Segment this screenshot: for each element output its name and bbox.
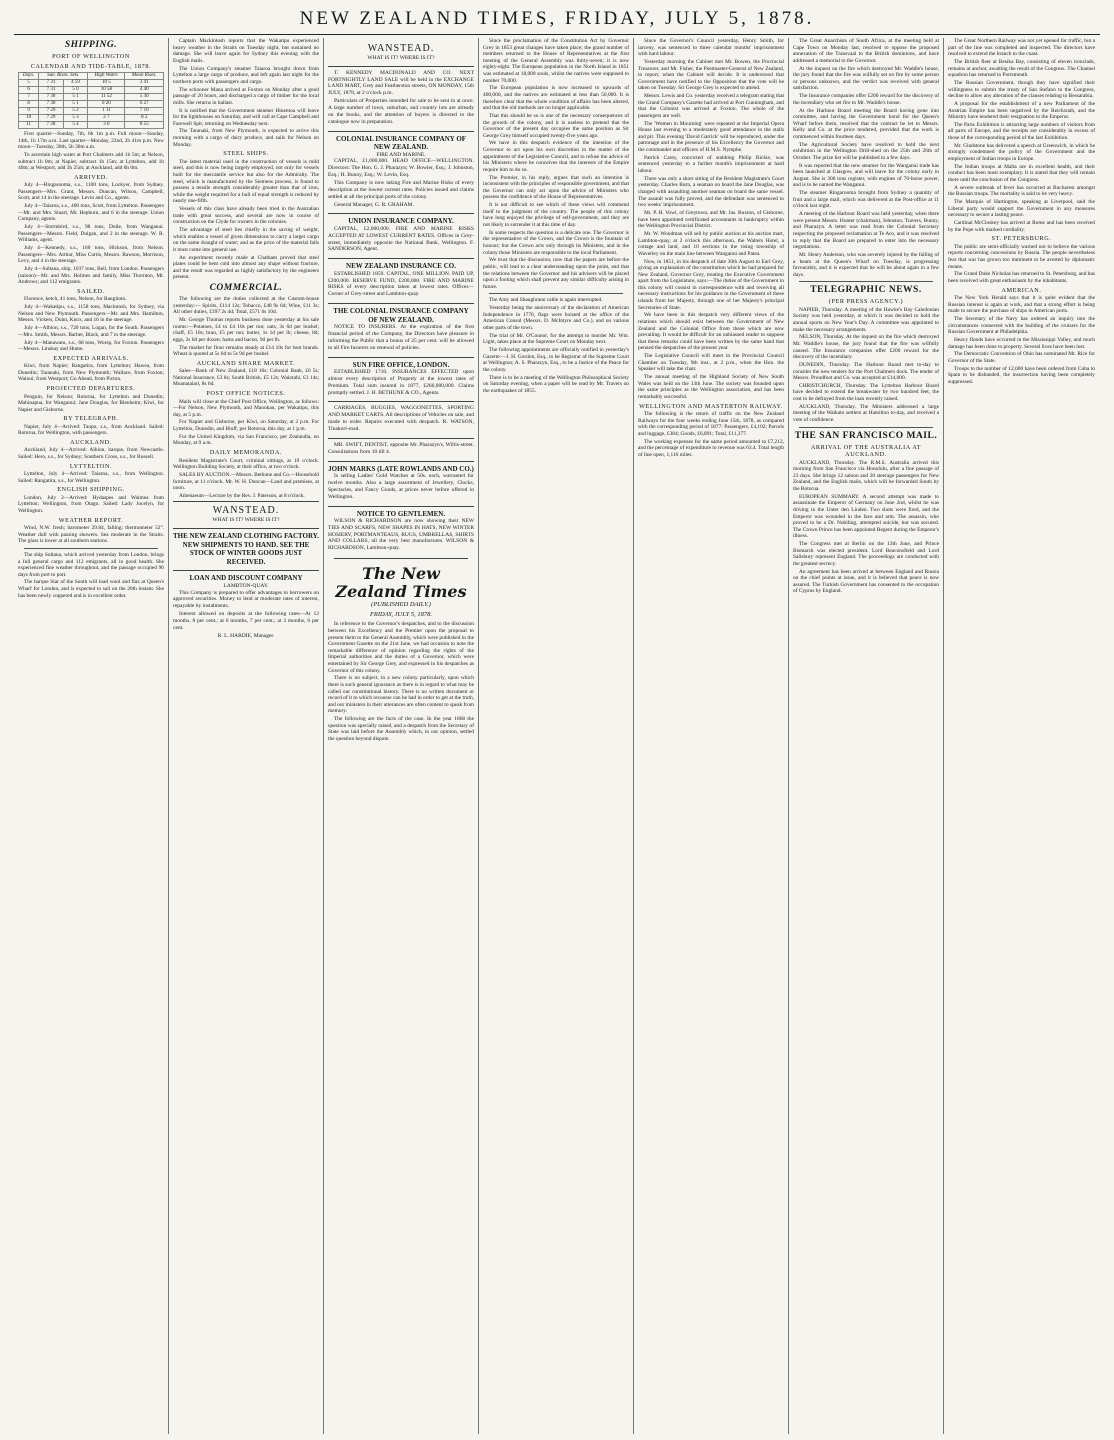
article-paragraph: It is not difficult to see which of these views will commend itself to the judgment of the country. The people of this colony have long enjoyed the privilege of self-government, and they are not likely to surrender it at this time of day. <box>483 202 629 228</box>
tide-row: 8 7 30 5 1 0 20 6 27 <box>19 101 164 108</box>
tide-row: 9 7 29 5 2 1 11 7 10 <box>19 108 164 115</box>
clothing-factory-text: THE NEW ZEALAND CLOTHING FACTORY. NEW SHIPMENTS TO HAND. SEE THE STOCK OF WINTER GOODS JUST RECEIVED. <box>173 532 319 566</box>
steel-ships-heading: STEEL SHIPS. <box>223 150 269 158</box>
article-paragraph: CAPITAL, £1,000,000. HEAD OFFICE—WELLINGTON. Directors: The Hon. G. J. Pharazyn; W. Bowler, Esq.; J. Johnston, Esq.; H. Bunny, Esq.; W. Levin, Esq. <box>328 158 474 178</box>
article-paragraph: The Taranaki, from New Plymouth, is expected to arrive this morning with a cargo of dairy produce, and sails for Nelson on Monday. <box>173 128 319 148</box>
divider <box>799 427 933 428</box>
colonial-fire-title: THE COLONIAL INSURANCE COMPANY OF NEW ZEALAND. <box>333 307 469 324</box>
nz-insurance-ad <box>328 258 474 301</box>
article-paragraph: In some respects the question is a delicate one. The Governor is the representative of the Crown, and the Crown is the fountain of honour; but the Crown acts only through its Ministers, and in the colony those Ministers are responsible to the local Parliament. <box>483 229 629 256</box>
sun-fire-ad <box>328 357 474 400</box>
article-paragraph: There is no subject, in a new colony particularly, upon which there is such general ignorance as there is in regard to what may be called our constitutional history. There is no written document or record of it to which recourse can be had in order to get at the truth, and our ministers in their utterances are often content to speak from memory. <box>328 675 474 715</box>
article-paragraph: General Manager, G. R. GRAHAM. <box>334 201 414 208</box>
article-paragraph: Since the Governor's Council yesterday, Henry Smith, for larceny, was sentenced to three calendar months' imprisonment with hard labour. <box>638 38 784 58</box>
arrived-heading: ARRIVED. <box>74 173 108 181</box>
article-paragraph: Wind, N.W. fresh; barometer 29.84, falling; thermometer 52°. Weather dull with passing showers. Sea moderate in the Straits. The glass is lower at all southern stations. <box>18 525 164 545</box>
article-paragraph: A proposal for the establishment of a new Parliament of the Austrian Empire has been negatived by the Reichsrath, and the Ministry have tendered their resignation to the Emperor. <box>948 100 1095 121</box>
san-francisco-mail-subheading: ARRIVAL OF THE AUSTRALIA AT AUCKLAND. <box>810 443 922 459</box>
article-paragraph: ESTABLISHED 1859. CAPITAL, ONE MILLION. PAID UP, £200,000. RESERVE FUND, £200,000. FIRE AND MARINE RISKS of every description taken at lowest rates. Offices—Corner of Grey-street and Lambton-quay. <box>328 270 474 298</box>
column-1 <box>14 38 169 1434</box>
article-paragraph: The Agricultural Society have resolved to hold the next exhibition in the Wellington Drill-shed on the 25th and 26th of October. The prize list will be published in a few days. <box>793 141 939 161</box>
telegraphic-news-heading: TELEGRAPHIC NEWS. <box>810 285 922 296</box>
sun-fire-title: SUN FIRE OFFICE, LONDON. <box>352 360 450 369</box>
article-paragraph: The Great Anarchists of South Africa, at the meeting held at Cape Town on Monday last, resolved to oppose the proposed annexation of the Transvaal to the British dominions, and have addressed a memorial to the Governor. <box>793 38 939 64</box>
john-marks-title: JOHN MARKS (LATE ROWLANDS AND CO.) <box>328 464 474 473</box>
article-paragraph: Yesterday being the anniversary of the declaration of American Independence in 1776, flags were hoisted at the office of the American Consul (Messrs. D. McIntyre and Co.), and on various other parts of the town. <box>483 305 629 331</box>
article-paragraph: The Congress met at Berlin on the 13th June, and Prince Bismarck was elected president. Lord Beaconsfield and Lord Salisbury represent England. The proceedings are conducted with the greatest secrecy. <box>793 541 939 567</box>
article-paragraph: In reference to the Governor's despatches, and to the discussion between his Excellency and the Premier upon the proposal to present them to the General Assembly, which were published in the Government Gazette on the 21st June, we had occasion to note the remarkable difference of opinion regarding the rights of the Imperial authorities and the duties of a Governor, which were entertained by Sir George Grey, and expressed in his despatches as Governor of this colony. <box>328 621 474 674</box>
article-paragraph: We have been in this despatch very different views of the relations which should exist between the Government of New Zealand and the Colonial Office from those which are now prevailing. It would be difficult for an unbiassed reader to suppose that these remarks could have been written by the same hand that penned the despatches of the present year. <box>638 312 784 352</box>
article-paragraph: This Company is now taking Fire and Marine Risks of every description at the lowest current rates. Policies issued and claims settled at all the principal ports of the colony. <box>328 179 474 200</box>
land-sale-ad <box>328 66 474 129</box>
column-2 <box>169 38 324 1434</box>
john-marks-ad <box>328 461 474 504</box>
article-paragraph: The Great Northern Railway was not yet opened for traffic, but a part of the line was completed and inspected. The directors have resolved to extend the branch to the coast. <box>948 38 1095 58</box>
article-paragraph: Napier, July 4—Arrived: Taupo, s.s., from Auckland. Sailed: Rotorua, for Wellington, with passengers. <box>18 423 164 437</box>
article-paragraph: AUCKLAND, Thursday. The Ministers addressed a large meeting of the Waikato settlers at Hamilton to-day, and received a vote of confidence. <box>793 403 939 424</box>
article-paragraph: MR. SWIFT, DENTIST, opposite Mr. Pharazyn's, Willis-street. Consultations from 10 till 4. <box>328 441 474 455</box>
article-paragraph: We have in this despatch evidence of the intention of the Governor to act upon his own discretion in the matter of the appointment of the Legislative Council, and to refuse the advice of his Ministers where he conceives that the interests of the Empire require him to do so. <box>483 140 629 173</box>
article-paragraph: July 4—Kennedy, s.s., 160 tons, Hickson, from Nelson. Passengers—Mrs. Arthur, Miss Curtis, Messrs. Rawson, Morrison, Levy, and 4 in the steerage. <box>18 245 164 265</box>
article-paragraph: The market for flour remains steady at £14 10s for best brands. Wheat is quoted at 5s 6d to 5s 9d per bushel. <box>173 344 319 358</box>
dentist-ad <box>328 438 474 459</box>
article-paragraph: Heavy floods have occurred in the Mississippi Valley, and much damage has been done to property. Several lives have been lost. <box>948 337 1095 350</box>
article-paragraph: The trial of Mr. O'Connor, for the attempt to murder Mr. Wm. Light, takes place at the Supreme Court on Monday next. <box>483 332 629 346</box>
commercial-heading: COMMERCIAL. <box>209 283 283 293</box>
article-paragraph: The following appointments are officially notified in yesterday's Gazette:—J. H. Gordon, Esq., to be Registrar of the Supreme Court at Wellington; A. S. Pharazyn, Esq., to be a Justice of the Peace for the colony. <box>483 347 629 373</box>
article-paragraph: Interest allowed on deposits at the following rates—At 12 months, 8 per cent.; at 6 months, 7 per cent.; at 3 months, 6 per cent. <box>173 611 319 631</box>
article-paragraph: Now, in 1851, in his despatch of date 30th August to Earl Grey, giving an explanation of the constitution which he had prepared for New Zealand, Governor Grey, treating the Executive Government apart from the Legislature, says:—The duties of the Government in this colony will consist in correspondence with and receiving all necessary instructions for his guidance in the Government of these islands from her Majesty, through one of her Majesty's principal Secretaries of State. <box>638 258 784 311</box>
column-7 <box>944 38 1099 1434</box>
divider <box>334 558 468 561</box>
article-paragraph: AUCKLAND, Thursday. The R.M.S. Australia arrived this morning from San Francisco via Honolulu, after a fine passage of 23 days. She brings 12 saloon and 20 steerage passengers for New Zealand, and the English mails, which will be forwarded South by the Rotorua. <box>793 459 939 492</box>
article-paragraph: The European population is now increased to upwards of 400,000, and the natives are estimated at less than 50,000. It is therefore clear that the whole condition of affairs has been altered, and that the old methods are no longer applicable. <box>483 85 629 112</box>
divider <box>24 548 158 549</box>
tide-row: 6 7 31 5 0 10 58 4 40 <box>19 87 164 94</box>
loan-company-location: LAMBTON-QUAY. <box>223 582 269 589</box>
article-paragraph: The Legislative Council will meet in the Provincial Council Chamber on Tuesday, 9th inst., at 2 p.m., when the Hon. the Speaker will take the chair. <box>638 353 784 373</box>
article-paragraph: Mr. Gladstone has delivered a speech at Greenwich, in which he strongly condemned the policy of the Government and the employment of Indian troops in Europe. <box>948 142 1095 163</box>
gentlemen-notice-ad <box>328 506 474 556</box>
tide-row: 10 7 29 5 3 2 7 8 2 <box>19 115 164 122</box>
article-paragraph: The 'Women in Mourning' were repeated at the Imperial Opera House last evening to a moderately good attendance in the stalls and pit. This evening 'David Garrick' will be reproduced, under the patronage and in the presence of his Excellency the Governor and the commander and officers of H.M.S. Nymphe. <box>638 120 784 154</box>
st-petersburg-heading: ST. PETERSBURG. <box>991 235 1052 243</box>
column-6 <box>789 38 944 1434</box>
article-paragraph: Resident Magistrate's Court, criminal sittings, at 10 o'clock. Wellington Building Society, at their office, at two o'clock. <box>173 457 319 471</box>
san-francisco-mail-heading: THE SAN FRANCISCO MAIL. <box>794 430 938 441</box>
divider <box>489 293 623 294</box>
article-paragraph: July 4—Wakatipu, s.s., 1158 tons, Macintosh, for Sydney, via Nelson and New Plymouth. Passengers—Mr. and Mrs. Hamilton, Messrs. Vickers, Dunn, Knox, and 16 in the steerage. <box>18 304 164 324</box>
union-insurance-title: UNION INSURANCE COMPANY. <box>348 217 454 226</box>
article-paragraph: Troops to the number of 12,000 have been ordered from Cuba to Spain to be disbanded, the insurrection having been completely suppressed. <box>948 365 1095 385</box>
article-paragraph: CARRIAGES, BUGGIES, WAGGONETTES, SPORTING AND MARKET CARTS. All descriptions of Vehicles on sale, and made to order. Repairs executed with despatch. R. WATSON, Tinakori-road. <box>328 405 474 432</box>
article-paragraph: The Paris Exhibition is attracting large numbers of visitors from all parts of Europe, and the receipts are considerably in excess of those of the corresponding period of the last Exhibition. <box>948 121 1095 142</box>
article-paragraph: Athenaeum—Lecture by the Rev. J. Paterson, at 8 o'clock. <box>179 492 305 499</box>
tide-row: 7 7 30 5 1 11 52 5 30 <box>19 94 164 101</box>
article-paragraph: NELSON, Thursday. At the inquest on the fire which destroyed Mr. Waddle's house, the jury found that the fire was wilfully caused. The Insurance companies offer £200 reward for the discovery of the incendiary. <box>793 334 939 361</box>
share-market-heading: AUCKLAND SHARE MARKET. <box>196 359 296 367</box>
article-paragraph: CAPITAL, £2,000,000. FIRE AND MARINE RISKS ACCEPTED AT LOWEST CURRENT RATES. Offices in Grey-street, immediately opposite the National Bank, Wellington. F. SANDERSON, Agent. <box>328 225 474 253</box>
article-paragraph: Is selling Ladies' Gold Watches at 50s. each, warranted for twelve months. Also a large assortment of Jewellery, Clocks, Spectacles, and Fancy Goods, at prices never before offered in Wellington. <box>328 473 474 500</box>
tide-header-sun: Sun. Rises. Sets. <box>39 73 88 80</box>
article-paragraph: The following are the facts of the case. In the year 1868 the question was specially raised, and a despatch from the Secretary of State was laid before the Assembly which, in our opinion, settled the question beyond dispute. <box>328 716 474 742</box>
calendar-line: CALENDAR AND TIDE-TABLE, 1878. <box>30 62 152 70</box>
weather-heading: WEATHER REPORT. <box>58 516 124 524</box>
tide-row: 5 7 31 4 59 10 5 3 41 <box>19 80 164 87</box>
article-paragraph: The Insurance companies offer £200 reward for the discovery of the incendiary who set fire to Mr. Waddle's house. <box>793 93 939 106</box>
post-office-heading: POST OFFICE NOTICES. <box>206 390 286 397</box>
article-paragraph: Mr. W. Woodman will sell by public auction at his auction mart, Lambton-quay, at 2 o'clock this afternoon, the Walters Hotel, a cottage and land, and 10 sections in the rising township of Waverley on the main line between Wanganui and Patea. <box>638 230 784 257</box>
article-paragraph: CHRISTCHURCH, Thursday. The Lyttelton Harbour Board have decided to extend the breakwater by two hundred feet, the cost to be defrayed from the loan recently raised. <box>793 382 939 403</box>
article-paragraph: Mr. Henry Anderson, who was severely injured by the falling of a beam at the Queen's Wharf on Tuesday, is progressing favourably, and it is expected that he will be about again in a few days. <box>793 251 939 278</box>
article-paragraph: The steamer Ringarooma brought from Sydney a quantity of fruit and a large mail, which was delivered at the Post-office at 11 o'clock last night. <box>793 190 939 210</box>
article-paragraph: WILSON & RICHARDSON are now showing their NEW TIES AND SCARFS, NEW SHAPES IN HATS, NEW WINTER HOSIERY, PORTMANTEAUS, RUGS, UMBRELLAS, SHIRTS AND COLLARS, all the very best manufactures. WILSON & RICHARDSON, Lambton-quay. <box>328 518 474 552</box>
article-paragraph: Florence, ketch, 41 tons, Nelson, for Rangitoto. <box>24 296 127 303</box>
article-paragraph: For Napier and Gisborne, per Kiwi, on Saturday, at 2 p.m. For Lyttelton, Dunedin, and Bluff, per Rotorua, this day, at 1 p.m. <box>173 419 319 433</box>
article-paragraph: It was reported that the new steamer for the Wanganui trade has been launched at Glasgow, and will leave for the colony early in August. She is 300 tons register, with engines of 70-horse power, and is to be named the Wanganui. <box>793 162 939 189</box>
telegraphic-news-source: (PER PRESS AGENCY.) <box>828 298 904 306</box>
article-paragraph: Penguin, for Nelson; Rotorua, for Lyttelton and Dunedin; Mahinapua, for Wanganui; Jane Douglas, for Blenheim; Kiwi, for Napier and Gisborne. <box>18 393 164 413</box>
article-paragraph: ESTABLISHED 1710. INSURANCES EFFECTED upon almost every description of Property at the lowest rates of Premium. Total sum insured in 1877, £266,000,000. Claims promptly settled. J. H. BETHUNE & CO., Agents. <box>328 369 474 396</box>
article-paragraph: First quarter—Sunday, 7th, 6h 1m p.m. Full moon—Sunday, 14th, 1h 17m a.m. Last quarter—Monday, 22nd, 2h 41m p.m. New moon—Tuesday, 30th, 5h 30m a.m. <box>18 131 164 151</box>
article-paragraph: London, July 2—Arrived: Hydaspes and Waimea from Lyttelton; Wellington, from Otago. Sailed: Lady Jocelyn, for Wellington. <box>18 494 164 515</box>
article-paragraph: For the United Kingdom, via San Francisco, per Zealandia, on Monday, at 9 a.m. <box>173 433 319 447</box>
article-paragraph: The Amy and Shaughraun cable is again interrupted. <box>489 297 603 304</box>
article-paragraph: The following is the return of traffic on the New Zealand Railways for the four weeks ending June 15th, 1878, as compared with the corresponding period of 1877: Passengers, £4,102; Parcels and luggage, £384; Goods, £6,891; Total, £11,377. <box>638 411 784 437</box>
article-paragraph: Cardinal McCloskey has arrived at Rome and has been received by the Pope with marked cordiality. <box>948 220 1095 233</box>
loan-company-title: LOAN AND DISCOUNT COMPANY <box>189 574 303 583</box>
article-paragraph: T. KENNEDY MACDONALD AND CO. NEXT FORTNIGHTLY LAND SALE will be held in the EXCHANGE LAND MART, Grey and Featherston streets, ON MONDAY, 15th JULY, 1878, at 2 o'clock p.m. <box>328 69 474 97</box>
article-paragraph: The latest material used in the construction of vessels is mild steel, and this is now being largely employed, not only for vessels built for the mercantile service but also for the Admiralty. The steel, which is manufactured by the Siemens process, is found to possess a tensile strength considerably greater than that of iron, while the weight required for a hull of equal strength is reduced by nearly one-fifth. <box>173 158 319 205</box>
article-paragraph: The Premier, in his reply, argues that such an intention is inconsistent with the principles of responsible government, and that the Governor can only act upon the advice of Ministers who possess the confidence of the House of Representatives. <box>483 174 629 201</box>
nz-insurance-title: NEW ZEALAND INSURANCE CO. <box>346 262 456 271</box>
newspaper-date: FRIDAY, JULY 5, 1878. <box>369 610 433 618</box>
article-paragraph: There is to be a meeting of the Wellington Philosophical Society on Saturday evening, when a paper will be read by Mr. Travers on the earthquakes of 1855. <box>483 374 629 394</box>
article-paragraph: It is notified that the Government steamer Hinemoa will leave for the lighthouses on Saturday, and will call at Cape Campbell and Farewell Spit, returning on Wednesday next. <box>173 107 319 127</box>
article-paragraph: To ascertain high water at Port Chalmers add 1h 5m; at Nelson, subtract 1h 0m; at Napier, subtract 1h 15m; at Lyttelton, add 1h 40m; at Westport, add 3h 25m; at Auckland, add 6h 0m. <box>18 151 164 172</box>
article-paragraph: The Union Company's steamer Taiaroa brought down from Lyttelton a large cargo of produce, and left again last night for the northern ports with passengers and cargo. <box>173 65 319 85</box>
colonial-fire-ad <box>328 303 474 354</box>
article-paragraph: The advantage of steel lies chiefly in the saving of weight, which enables a vessel of given dimensions to carry a larger cargo on the same draught of water; and as the price of the material falls it must come into general use. <box>173 227 319 253</box>
article-paragraph: NOTICE TO INSURERS. At the expiration of the first financial period of the Company, the Directors have pleasure in informing the Public that a bonus of 25 per cent. will be allowed to all Fire Insurers on renewal of policies. <box>328 324 474 351</box>
shipping-heading: SHIPPING. <box>64 40 118 50</box>
telegraph-heading: BY TELEGRAPH. <box>63 415 119 423</box>
union-insurance-ad <box>328 213 474 256</box>
column-3 <box>324 38 479 1434</box>
article-paragraph: Sales—Bank of New Zealand, £18 10s; Colonial Bank, £6 5s; National Insurance, £3 8s; South British, £5 12s; Waiotahi, £3 14s; Moanataiari, 8s 6d. <box>173 368 319 388</box>
article-paragraph: The Marquis of Hartington, speaking at Liverpool, said the Liberal party would support the Government in any measures necessary to secure a lasting peace. <box>948 199 1095 219</box>
article-paragraph: At the Harbour Board meeting the Board having gone into committee, and having the Government bond for the Queen's Wharf before them, resolved that the contract be let to Messrs. Kelly and Co. at the price tendered, provided that the work is commenced within fourteen days. <box>793 107 939 140</box>
article-paragraph: The barque Star of the South will load wool and flax at Queen's Wharf for London, and is expected to sail on the 20th instant. She has been newly coppered and is in excellent order. <box>18 579 164 599</box>
tide-table <box>18 72 164 129</box>
american-heading: AMERICAN. <box>1001 286 1042 294</box>
divider <box>799 281 933 282</box>
article-paragraph: Particulars of Properties intended for sale to be sent in at once. A large number of town, suburban, and country lots are already on the books, and the attention of buyers is directed to the catalogue now in preparation. <box>328 98 474 125</box>
article-paragraph: Mails will close at the Chief Post Office, Wellington, as follows:—For Nelson, New Plymouth, and Manukau, per Wakatipu, this day, at 5 p.m. <box>173 398 319 418</box>
article-paragraph: An agreement has been arrived at between England and Russia on the chief points at issue, and it is believed that peace is now assured. The Turkish Government has consented to the occupation of Cyprus by England. <box>793 568 939 595</box>
article-paragraph: DUNEDIN, Thursday. The Harbour Board met to-day to consider the new tenders for the Port Chalmers dock. The tender of Messrs. Proudfoot and Co. was accepted at £14,000. <box>793 361 939 382</box>
port-line: PORT OF WELLINGTON <box>52 53 130 60</box>
masthead: NEW ZEALAND TIMES, FRIDAY, JULY 5, 1878. <box>14 8 1100 35</box>
article-paragraph: We trust that the discussion, now that the papers are before the public, will lead to a clear understanding upon the point, and that the relations between the Governor and his advisers will be placed upon a footing which shall prevent any similar difficulty arising in future. <box>483 257 629 290</box>
article-paragraph: Lyttelton, July 4—Arrived: Taiaroa, s.s., from Wellington. Sailed: Rangatira, s.s., for Wellington. <box>18 471 164 484</box>
gentlemen-notice-title: NOTICE TO GENTLEMEN. <box>356 509 446 518</box>
colonial-insurance-ad <box>328 131 474 212</box>
wanstead-title: WANSTEAD. <box>212 505 280 517</box>
article-paragraph: Kiwi, from Napier; Rangatira, from Lyttelton; Hawea, from Dunedin; Taranaki, from New Plymouth; Wallace, from Foxton; Wainui, from Westport; Go Ahead, from Picton. <box>18 363 164 383</box>
article-paragraph: Yesterday morning the Cabinet met Mr. Bowen, the Provincial Treasurer, and Mr. Fisher, the Postmaster-General of New Zealand, to report, when the Cabinet will decide. It is understood that Government have notified to the Opposition that the vote will be taken on Tuesday. Sir George Grey is expected to attend. <box>638 58 784 92</box>
article-paragraph: Vessels of this class have already been tried in the Australian trade with great success, and several are now in course of construction on the Clyde for owners in the colonies. <box>173 206 319 226</box>
colonial-insurance-title: COLONIAL INSURANCE COMPANY OF NEW ZEALAND. <box>335 134 467 152</box>
loan-company-ad <box>173 570 319 641</box>
wanstead-subtitle: WHAT IS IT? WHERE IS IT? <box>367 55 435 61</box>
article-paragraph: July 4—Ringarooma, s.s., 1100 tons, Lockyer, from Sydney. Passengers—Mrs. Grant, Messrs. Duncan, Wilson, Campbell, Scott, and 14 in the steerage. Levin and Co., agents. <box>18 182 164 202</box>
article-paragraph: The public are semi-officially warned not to believe the various reports concerning concessions by Russia. The people nevertheless fear that war has grown too imminent to be averted by diplomatic means. <box>948 243 1095 270</box>
article-paragraph: A severe outbreak of fever has occurred at Bucharest amongst the Russian troops. The mortality is said to be very heavy. <box>948 184 1095 198</box>
article-paragraph: EUROPEAN SUMMARY. A second attempt was made to assassinate the Emperor of Germany on June 2nd, whilst he was driving in the Unter den Linden. Two shots were fired, and the Emperor was wounded in the face and arm. The assassin, who proved to be a Dr. Nobiling, attempted suicide, but was secured. The Crown Prince has been appointed Regent during the Emperor's illness. <box>793 493 939 540</box>
english-shipping-heading: ENGLISH SHIPPING. <box>57 486 125 494</box>
wanstead-subtitle: WHAT IS IT? WHERE IS IT? <box>212 517 280 524</box>
auckland-heading: AUCKLAND. <box>70 438 112 446</box>
article-paragraph: July 4—Albion, s.s., 720 tons, Logan, for the South. Passengers—Mrs. Smith, Messrs. Barber, Black, and 7 in the steerage. <box>18 325 164 338</box>
newspaper-subtitle: (PUBLISHED DAILY.) <box>371 601 431 609</box>
article-paragraph: The Democratic Convention of Ohio has nominated Mr. Rice for Governor of the State. <box>948 351 1095 364</box>
loan-company-signature: R. L. HARDIE, Manager. <box>217 632 275 639</box>
article-paragraph: Patrick Carey, convicted of stabbing Philip Rickie, was sentenced yesterday to a further month's imprisonment at hard labour. <box>638 154 784 175</box>
article-paragraph: The Russian Government, though they have signified their willingness to submit the treaty of San Stefano to the Congress, decline to allow any alteration of the clauses relating to Bessarabia. <box>948 79 1095 100</box>
article-paragraph: July 4—Stormbird, s.s., 98 tons, Doile, from Wanganui. Passengers—Messrs. Field, Duigan, and 2 in the steerage. W. R. Williams, agent. <box>18 224 164 244</box>
article-paragraph: The annual meeting of the Highland Society of New South Wales was held on the 13th June. The society was founded upon the same principles as the Wellington association, and has been remarkably successful. <box>638 374 784 400</box>
article-paragraph: The New York Herald says that it is quite evident that the Russian interest is again at work, and that a strong effort is being made to secure the purchase of ships in American ports. <box>948 295 1095 315</box>
sailed-heading: SAILED. <box>77 287 105 295</box>
article-paragraph: July 4—Manawatu, s.s., 68 tons, Worsp, for Foxton. Passengers—Messrs. Lindsay and Hume. <box>18 339 164 353</box>
article-paragraph: Mr. George Thomas reports business done yesterday at his sale rooms:—Potatoes, £4 to £4 10s per ton; oats, 3s 6d per bushel; chaff, £5 10s; bran, £5 per ton; butter, 1s 1d per lb; cheese, 8d; eggs, 2s 6d per dozen; hams and bacon, 9d per lb. <box>173 316 319 343</box>
article-paragraph: The schooner Mana arrived at Foxton on Monday after a good passage of 20 hours, and discharged a cargo of timber for the local mills. She returns in ballast. <box>173 86 319 106</box>
expected-heading: EXPECTED ARRIVALS. <box>53 354 129 362</box>
article-paragraph: Messrs. Lewis and Co. yesterday received a telegram stating that the Grand Company's Gazette had arrived at Port Cunningham, and that the Colonist was arrived at Foxton. The whole of the passengers are well. <box>638 93 784 119</box>
article-paragraph: Captain Mackintosh reports that the Wakatipu experienced heavy weather in the Straits on Tuesday night, but sustained no damage. She will leave again for Sydney this evening with the English mails. <box>173 38 319 64</box>
railway-traffic-heading: WELLINGTON AND MASTERTON RAILWAY. <box>639 402 783 410</box>
article-paragraph: The working expenses for the same period amounted to £7,212, and the percentage of expenditure to revenue was 63.4. Total length of line open, 1,116 miles. <box>638 438 784 458</box>
projected-heading: PROJECTED DEPARTURES. <box>46 385 136 392</box>
tide-row: 11 7 28 5 4 3 0 8 55 <box>19 122 164 129</box>
article-paragraph: NAPIER, Thursday. A meeting of the Hawke's Bay Caledonian Society was held yesterday, at which it was decided to hold the annual sports on New Year's Day. A committee was appointed to make the necessary arrangements. <box>793 306 939 333</box>
article-paragraph: July 4—Taiaroa, s.s., 400 tons, Scott, from Lyttelton. Passengers—Mr. and Mrs. Stuart, Mr. Hepburn, and 6 in the steerage. Union Company, agents. <box>18 203 164 223</box>
tide-header-moon: Moon Rises. <box>125 73 164 80</box>
article-paragraph: Mr. P. H. Vowl, of Greytown, and Mr. Jas. Buxton, of Gisborne, have been appointed certificated accountants in bankruptcy within the Wellington Provincial District. <box>638 209 784 230</box>
column-5 <box>634 38 789 1434</box>
column-4 <box>479 38 634 1434</box>
carriages-ad <box>328 401 474 435</box>
daily-memoranda-heading: DAILY MEMORANDA. <box>209 449 283 457</box>
article-paragraph: July 4—Sultana, ship, 1037 tons, Bell, from London. Passengers (saloon)—Mr. and Mrs. Holmes and family, Miss Thornton, Mr. Andrews; and 112 emigrants. <box>18 266 164 286</box>
lyttelton-heading: LYTTELTON. <box>69 462 113 470</box>
article-paragraph: At the inquest on the fire which destroyed Mr. Waddle's house, the jury found that the fire was wilfully set on fire by some person or persons unknown, and the verdict was received with general satisfaction. <box>793 65 939 92</box>
wanstead-title: WANSTEAD. <box>367 43 435 54</box>
article-paragraph: A meeting of the Harbour Board was held yesterday, when there were present Messrs. Hunter (chairman), Johnston, Travers, Bunny, and Pharazyn. A letter was read from the Colonial Secretary respecting the proposed reclamation at Te Aro, and it was resolved to reply that the Board are prepared to enter into the necessary negotiations. <box>793 211 939 251</box>
article-paragraph: There was only a short sitting of the Resident Magistrate's Court yesterday. Charles Burn, a seaman on board the Jane Douglas, was charged with assaulting another seaman on board the same vessel. The assault was fully proved, and the defendant was sentenced to two weeks' imprisonment. <box>638 175 784 209</box>
article-paragraph: Since the proclamation of the Constitution Act by Governor Grey in 1853 great changes have taken place; the grand number of members returned to the House of Representatives at the first meeting of the General Assembly was thirty-seven; it is now eighty-eight. The European population in the North Island in 1851 was estimated at 18,000 souls, whilst the natives were supposed to number 70,000. <box>483 38 629 84</box>
article-paragraph: The Secretary of the Navy has ordered an inquiry into the circumstances connected with the building of the cruisers for the Russian Government at Philadelphia. <box>948 316 1095 336</box>
tide-header-high-water: High Water. <box>88 73 125 80</box>
article-paragraph: The Indian troops at Malta are in excellent health, and their conduct has been most exemplary. It is stated that they will remain there until the conclusion of the Congress. <box>948 163 1095 183</box>
article-paragraph: Auckland, July 4—Arrived: Albion, barque, from Newcastle. Sailed: Hero, s.s., for Sydney; Southern Cross, s.s., for Russell. <box>18 447 164 461</box>
wanstead-ad <box>328 40 474 64</box>
newspaper-title: The New Zealand Times <box>335 564 467 602</box>
article-paragraph: The ship Sultana, which arrived yesterday from London, brings a full general cargo and 112 emigrants, all in good health. She experienced fine weather throughout, and the passage occupied 96 days from port to port. <box>18 551 164 578</box>
article-paragraph: SALES BY AUCTION.—Messrs. Bethune and Co.—Household furniture, at 11 o'clock. Mr. W. H. Duncan—Land and premises, at noon. <box>173 471 319 492</box>
tide-header-days: Days. <box>19 73 39 80</box>
page-columns <box>14 38 1100 1434</box>
article-paragraph: The British fleet at Besika Bay, consisting of eleven ironclads, remains at anchor, awaiting the result of the Congress. The Channel squadron has returned to Portsmouth. <box>948 58 1095 79</box>
article-paragraph: The Grand Duke Nicholas has returned to St. Petersburg, and has been received with great enthusiasm by the inhabitants. <box>948 271 1095 284</box>
article-paragraph: This Company is prepared to offer advantages to borrowers on approved securities. Money to lend at moderate rates of interest, repayable by instalments. <box>173 589 319 610</box>
colonial-insurance-subtitle: FIRE AND MARINE. <box>376 151 426 158</box>
article-paragraph: The following are the duties collected at the Custom-house yesterday:— Spirits, £114 12s; Tobacco, £48 9s 6d; Wine, £11 3s; All other duties, £397 2s 4d; Total, £571 6s 10d. <box>173 296 319 316</box>
article-paragraph: That this should be so is one of the necessary consequences of the growth of the colony, and it is useless to pretend that the Governor of the present day occupies the same position as Sir George Grey himself occupied twenty-five years ago. <box>483 112 629 139</box>
clothing-factory-ad <box>173 528 319 568</box>
wanstead-ad <box>173 501 319 526</box>
article-paragraph: An experiment recently made at Chatham proved that steel plates could be bent cold into almost any shape without fracture, and the result was regarded as highly satisfactory by the engineers present. <box>173 254 319 281</box>
